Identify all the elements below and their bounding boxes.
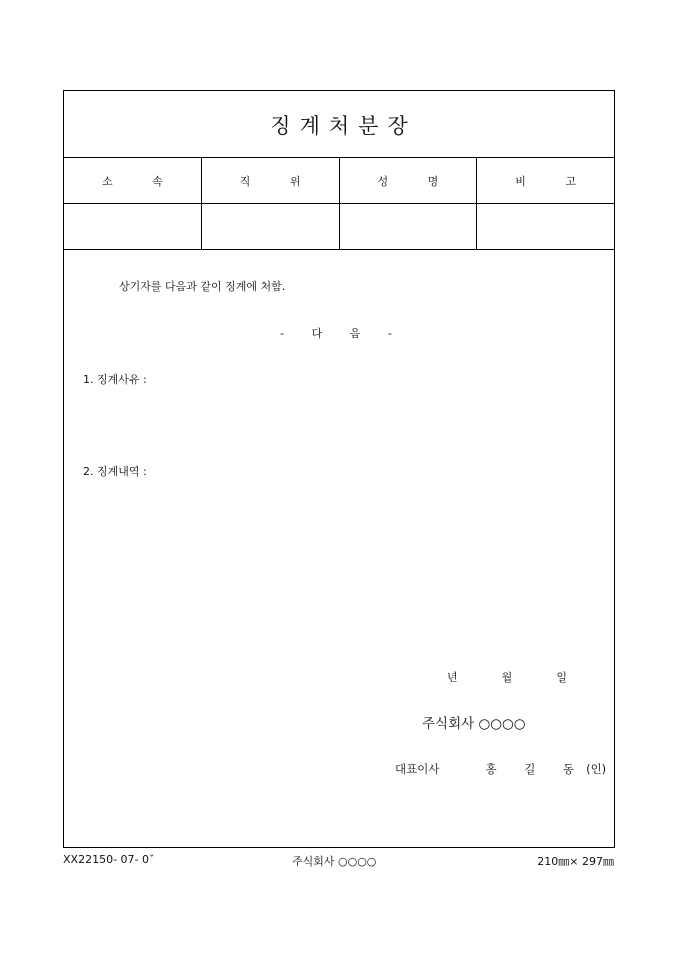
company-name: 주식회사 ○○○○ [422, 716, 526, 732]
representative-name: 홍 길 동 [485, 762, 587, 776]
footer-paper-size: 210㎜× 297㎜ [537, 855, 614, 868]
intro-text: 상기자를 다음과 같이 징계에 처함. [119, 280, 286, 293]
cell-remarks [477, 204, 614, 250]
table-row [64, 204, 614, 250]
document-frame [63, 90, 615, 848]
representative-role: 대표이사 [395, 762, 440, 776]
header-affiliation: 소 속 [64, 158, 202, 203]
day-label: 일 [556, 671, 567, 684]
daeum-heading: - 다 음 - [280, 327, 404, 340]
detail-label: 2. 징계내역 : [83, 465, 147, 478]
year-label: 년 [447, 671, 458, 684]
footer-code: XX22150- 07- 0ˇ [63, 853, 155, 866]
table-header-row [64, 158, 614, 204]
cell-affiliation [64, 204, 202, 250]
header-position: 직 위 [202, 158, 340, 203]
cell-name [340, 204, 478, 250]
title-row [64, 91, 614, 158]
representative-line [395, 761, 606, 777]
seal-mark: (인) [586, 762, 607, 776]
reason-label: 1. 징계사유 : [83, 373, 147, 386]
date-row [447, 669, 567, 685]
month-label: 월 [501, 671, 513, 684]
cell-position [202, 204, 340, 250]
footer-company: 주식회사 ○○○○ [292, 855, 377, 868]
header-remarks: 비 고 [515, 174, 594, 188]
header-name: 성 명 [340, 158, 478, 203]
personnel-table [64, 158, 614, 250]
document-title: 징계처분장 [270, 114, 417, 138]
